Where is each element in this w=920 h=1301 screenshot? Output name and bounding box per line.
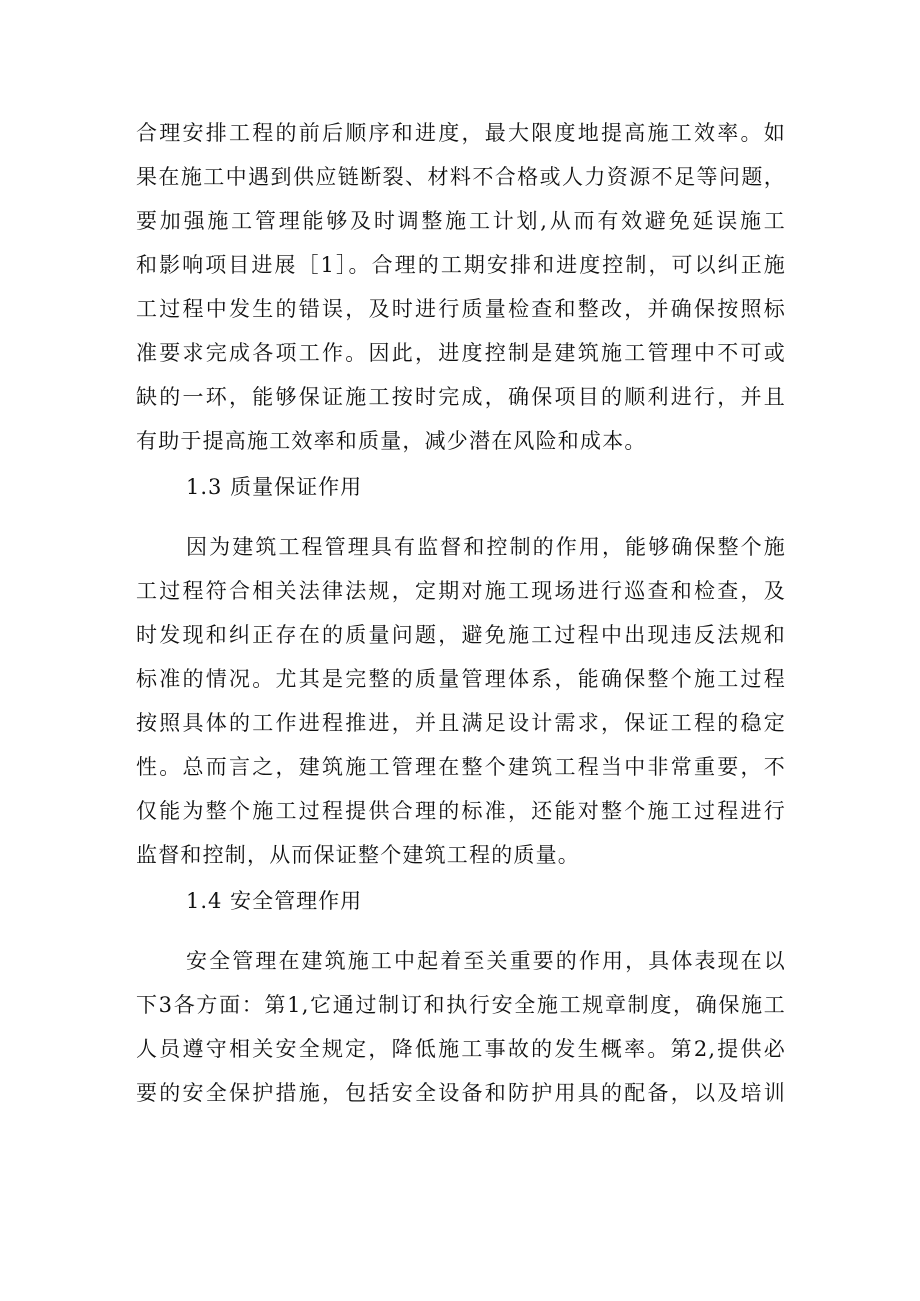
section-heading: 1.4 安全管理作用 xyxy=(186,889,363,913)
text-line: 性。总而言之，建筑施工管理在整个建筑工程当中非常重要，不 xyxy=(136,755,786,779)
text-line: 人员遵守相关安全规定，降低施工事故的发生概率。第2,提供必 xyxy=(136,1037,786,1061)
text-line: 有助于提高施工效率和质量，减少潜在风险和成本。 xyxy=(136,429,647,453)
text-line: 缺的一环，能够保证施工按时完成，确保项目的顺利进行，并且 xyxy=(136,385,786,409)
text-line: 工过程符合相关法律法规，定期对施工现场进行巡查和检查，及 xyxy=(136,579,786,603)
text-line: 要加强施工管理能够及时调整施工计划,从而有效避免延误施工 xyxy=(136,209,786,233)
text-line: 准要求完成各项工作。因此，进度控制是建筑施工管理中不可或 xyxy=(136,341,786,365)
text-line: 要的安全保护措施，包括安全设备和防护用具的配备，以及培训 xyxy=(136,1081,786,1105)
section-heading: 1.3 质量保证作用 xyxy=(186,475,363,499)
text-line: 合理安排工程的前后顺序和进度，最大限度地提高施工效率。如 xyxy=(136,121,786,145)
text-line: 仅能为整个施工过程提供合理的标准，还能对整个施工过程进行 xyxy=(136,799,786,823)
text-line: 下3各方面：第1,它通过制订和执行安全施工规章制度，确保施工 xyxy=(136,993,786,1017)
text-line: 安全管理在建筑施工中起着至关重要的作用，具体表现在以 xyxy=(186,949,786,973)
text-line: 果在施工中遇到供应链断裂、材料不合格或人力资源不足等问题， xyxy=(136,165,786,189)
text-line: 工过程中发生的错误，及时进行质量检查和整改，并确保按照标 xyxy=(136,297,786,321)
text-line: 监督和控制，从而保证整个建筑工程的质量。 xyxy=(136,843,580,867)
text-line: 和影响项目进展［1］。合理的工期安排和进度控制，可以纠正施 xyxy=(136,253,786,277)
text-line: 按照具体的工作进程推进，并且满足设计需求，保证工程的稳定 xyxy=(136,711,786,735)
text-line: 时发现和纠正存在的质量问题，避免施工过程中出现违反法规和 xyxy=(136,623,786,647)
text-line: 因为建筑工程管理具有监督和控制的作用，能够确保整个施 xyxy=(186,535,786,559)
text-line: 标准的情况。尤其是完整的质量管理体系，能确保整个施工过程 xyxy=(136,667,786,691)
